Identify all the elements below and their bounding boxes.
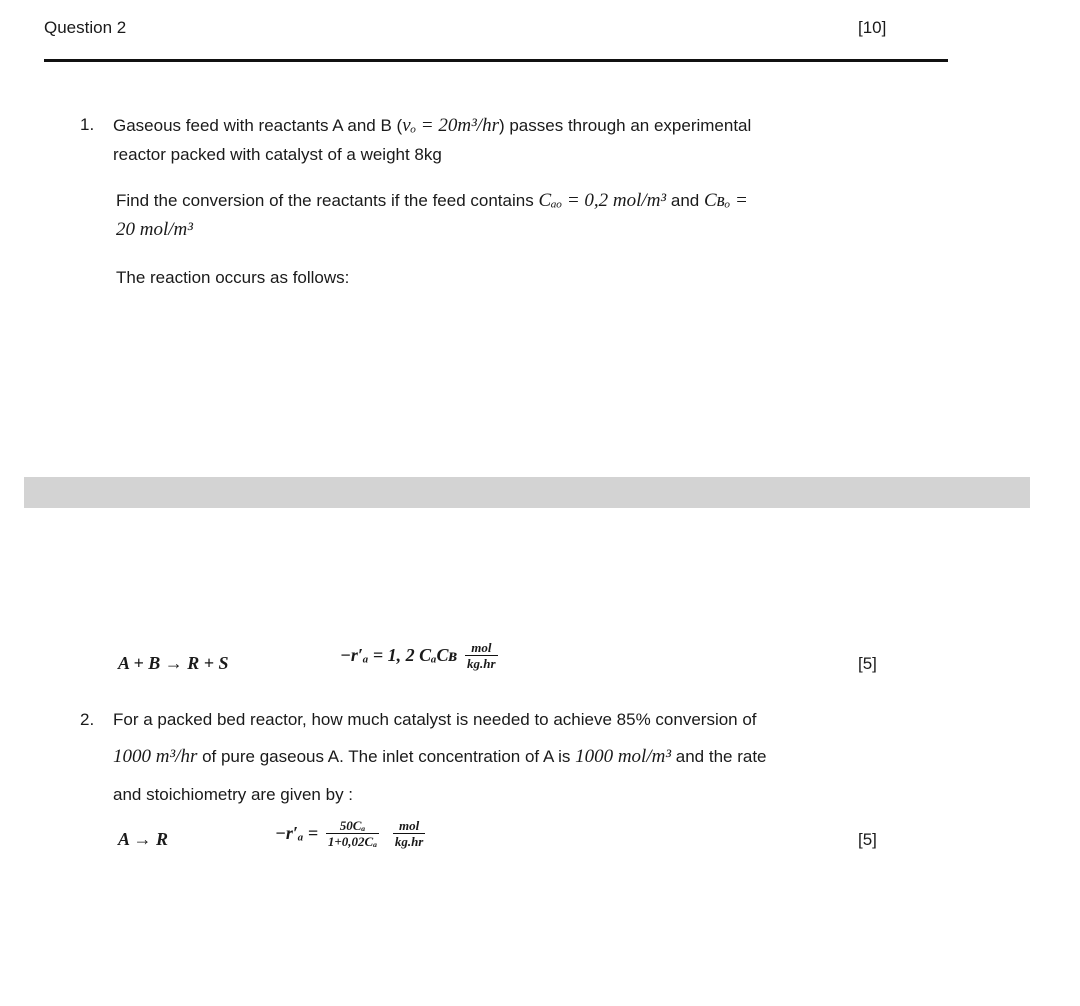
q1-cbo-value: 20 mol/m³ (116, 219, 193, 240)
q2-rate-lhs: −r′ₐ = (275, 823, 319, 843)
q2-inlet: 1000 mol/m³ (575, 746, 672, 767)
q1-rate-unit (465, 640, 498, 671)
q1-text-a: Gaseous feed with reactants A and B ( (113, 116, 403, 135)
q2-unit-num: mol (398, 818, 420, 833)
q1-marks: [5] (858, 654, 877, 673)
header-divider (44, 59, 948, 62)
q2-rate-num: 50Cₐ (339, 818, 366, 833)
q2-line2-a: of pure gaseous A. The inlet concentration of A is (202, 747, 571, 766)
scan-band (24, 477, 1030, 508)
q1-find-text: Find the conversion of the reactants if the feed contains (116, 191, 534, 210)
q1-number: 1. (80, 115, 95, 134)
question-title: Question 2 (44, 18, 127, 37)
q2-line3: and stoichiometry are given by : (113, 785, 354, 804)
q1-line2: reactor packed with catalyst of a weight 8kg (113, 145, 442, 164)
q2-unit-den: kg.hr (394, 834, 424, 849)
q2-rate-den: 1+0,02Cₐ (327, 834, 378, 849)
q1-and: and (670, 191, 700, 210)
q2-number: 2. (80, 710, 95, 729)
q2-line1: For a packed bed reactor, how much catalyst is needed to achieve 85% conversion of (113, 710, 757, 729)
q1-cao: Cₐₒ = 0,2 mol/m³ (538, 190, 667, 211)
q1-find-line (116, 190, 748, 212)
q1-rate-unit-num: mol (471, 640, 492, 655)
q1-line1 (113, 115, 751, 137)
q2-rate-unit (393, 818, 426, 849)
q2-rate-law (275, 818, 428, 849)
q1-text-b: ) passes through an experimental (498, 116, 752, 135)
q1-rate-lhs: −r′ₐ = 1, 2 CₐCʙ (340, 645, 458, 665)
q1-rate-unit-den: kg.hr (467, 656, 496, 671)
q2-rate-fraction (326, 818, 379, 849)
total-marks: [10] (858, 18, 887, 37)
q1-rate-law (340, 640, 501, 671)
q2-marks: [5] (858, 830, 877, 849)
q1-reaction: A + B → R + S (118, 653, 229, 673)
q2-flow: 1000 m³/hr (113, 746, 198, 767)
q1-feed-rate: vₒ = 20m³/hr (402, 115, 499, 136)
q2-line2-b: and the rate (675, 747, 767, 766)
q2-line2 (113, 746, 767, 768)
q1-cbo: Cʙₒ = (703, 190, 748, 211)
q2-reaction: A → R (118, 829, 169, 849)
q1-reaction-intro: The reaction occurs as follows: (116, 268, 350, 287)
